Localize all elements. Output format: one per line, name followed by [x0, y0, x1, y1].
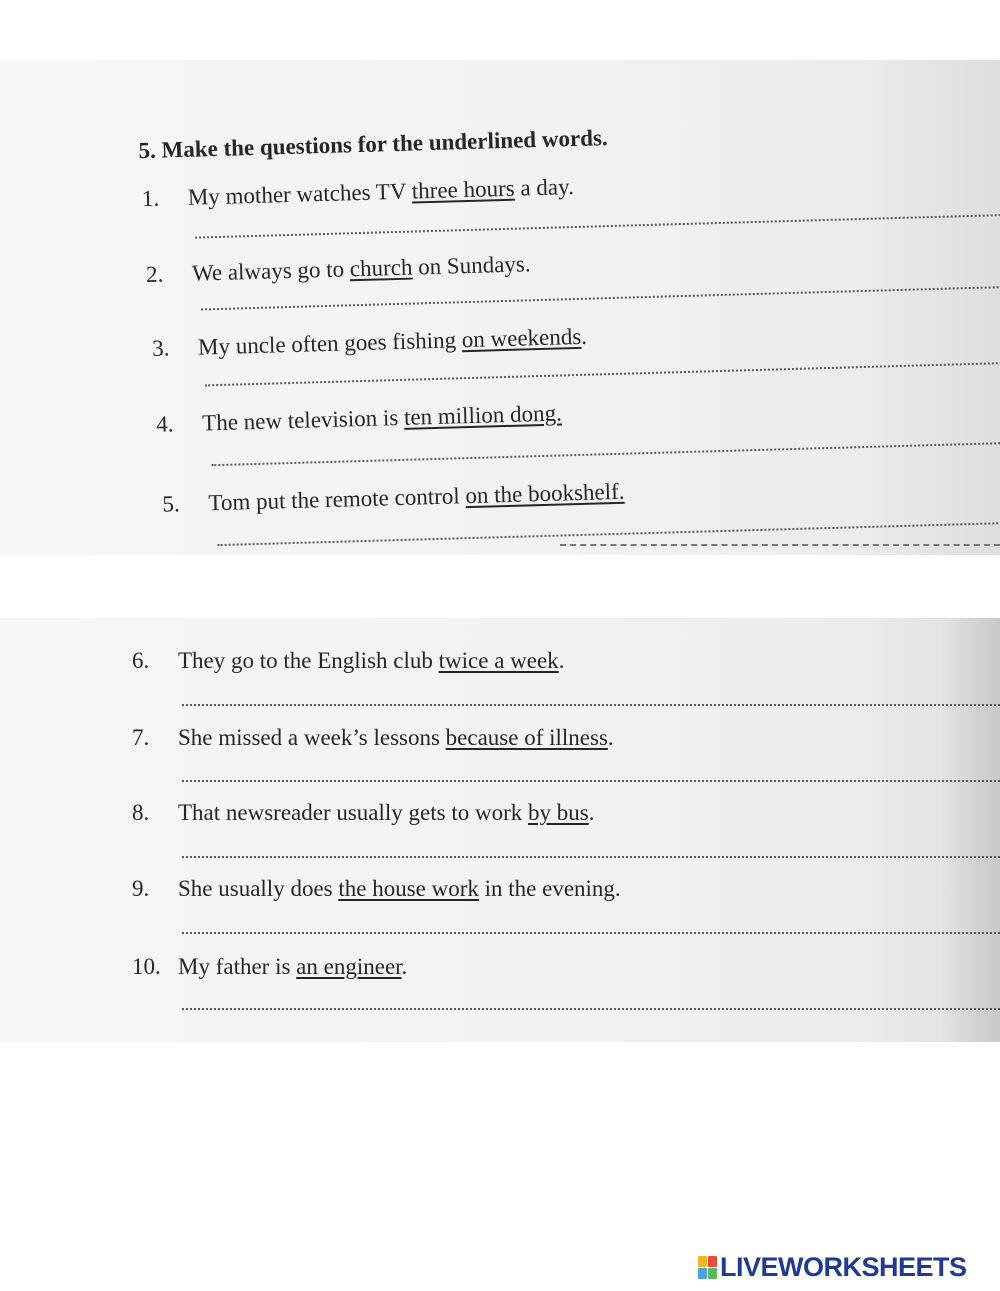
underlined-phrase: on weekends — [461, 323, 582, 353]
worksheet-scan-bottom — [0, 618, 1000, 1042]
underlined-phrase: the house work — [338, 876, 479, 901]
answer-line-5[interactable] — [218, 522, 1000, 546]
underlined-phrase: because of illness — [445, 725, 608, 750]
question-text: She usually does — [178, 876, 339, 901]
question-number: 10. — [132, 954, 161, 979]
liveworksheets-logo-icon — [698, 1256, 716, 1278]
liveworksheets-logo[interactable] — [698, 1252, 967, 1282]
question-text: She missed a week’s lessons — [178, 725, 446, 750]
answer-line-3[interactable] — [205, 362, 1000, 386]
worksheet-scan-top — [0, 60, 1000, 555]
question-1 — [142, 174, 575, 212]
question-text: My mother watches TV — [187, 178, 413, 210]
question-number: 7. — [132, 725, 150, 750]
question-text: My uncle often goes fishing — [197, 327, 463, 360]
exercise-heading: 5. Make the questions for the underlined words. — [138, 125, 608, 164]
question-number: 1. — [141, 185, 160, 212]
question-number: 5. — [162, 491, 181, 517]
liveworksheets-logo-text: LIVEWORKSHEETS — [720, 1251, 967, 1282]
question-text: That newsreader usually gets to work — [178, 800, 529, 825]
underlined-phrase: an engineer — [296, 954, 402, 979]
question-10 — [132, 954, 407, 980]
answer-line-1[interactable] — [195, 214, 1000, 239]
question-number: 2. — [145, 261, 164, 288]
logo-square-yellow — [698, 1256, 707, 1267]
logo-square-green — [708, 1268, 717, 1279]
question-text: The new television is — [201, 404, 405, 436]
answer-line-2[interactable] — [201, 286, 1000, 311]
question-text-end: . — [401, 954, 408, 979]
underlined-phrase: three hours — [411, 175, 515, 204]
question-text-end: in the evening. — [478, 876, 621, 901]
question-text: Tom put the remote control — [208, 483, 466, 516]
underlined-phrase: church — [349, 254, 413, 282]
answer-line-9[interactable] — [182, 932, 1000, 934]
question-text: My father is — [178, 954, 297, 979]
underlined-phrase: by bus — [528, 800, 589, 825]
answer-line-7[interactable] — [182, 780, 1000, 782]
question-7 — [132, 725, 614, 751]
question-number: 4. — [155, 411, 174, 437]
question-2 — [146, 251, 531, 288]
question-text-end: . — [607, 725, 614, 750]
answer-line-4[interactable] — [211, 442, 1000, 466]
answer-line-10[interactable] — [182, 1008, 1000, 1010]
answer-line-8[interactable] — [182, 856, 1000, 858]
question-text-end: . — [580, 323, 588, 349]
question-text: They go to the English club — [178, 648, 439, 673]
question-text-end: a day. — [514, 174, 575, 201]
question-number: 9. — [132, 876, 150, 901]
question-text-end: . — [588, 800, 595, 825]
question-6 — [132, 648, 564, 674]
answer-line-6[interactable] — [182, 704, 1000, 706]
question-text-end: on Sundays. — [412, 251, 531, 280]
question-number: 6. — [132, 648, 150, 673]
logo-square-blue — [698, 1268, 707, 1279]
question-8 — [132, 800, 594, 826]
question-number: 8. — [132, 800, 150, 825]
question-number: 3. — [151, 335, 170, 361]
logo-square-red — [708, 1256, 717, 1267]
underlined-phrase: twice a week — [438, 648, 559, 673]
underlined-phrase: ten million dong. — [403, 400, 563, 430]
question-4 — [156, 400, 562, 437]
question-9 — [132, 876, 621, 902]
torn-edge-line — [560, 544, 1000, 546]
worksheet-top-content — [0, 60, 1000, 555]
question-text: We always go to — [191, 256, 351, 286]
underlined-phrase: on the bookshelf. — [465, 478, 625, 509]
question-5 — [162, 479, 625, 518]
question-3 — [152, 324, 588, 362]
question-text-end: . — [558, 648, 565, 673]
